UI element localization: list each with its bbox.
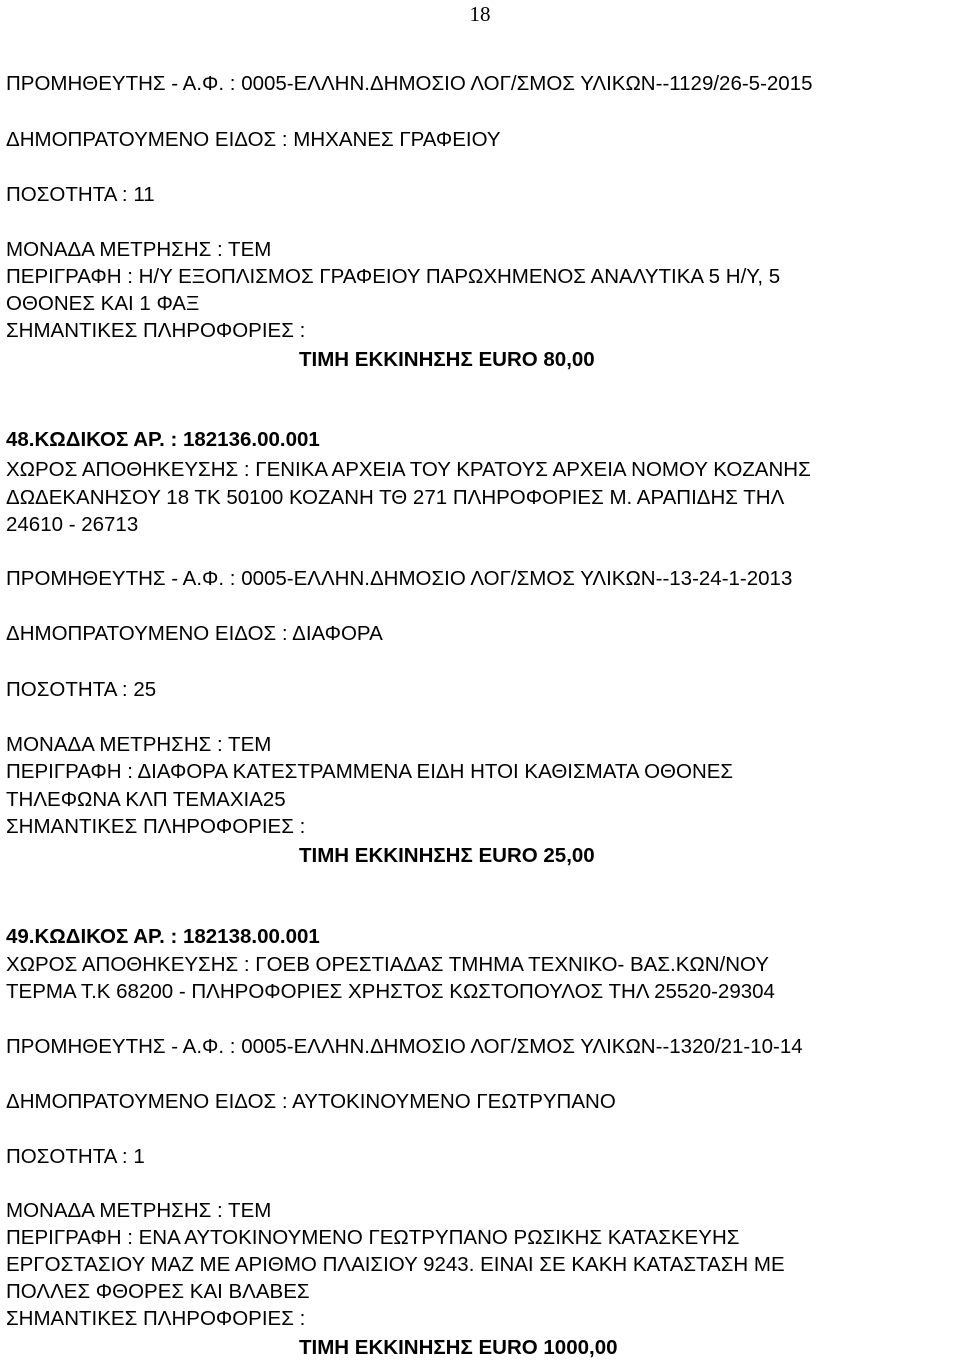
page-number: 18	[469, 2, 491, 26]
lot49-description-line-2: ΕΡΓΟΣΤΑΣΙΟΥ ΜΑΖ ΜΕ ΑΡΙΘΜΟ ΠΛΑΙΣΙΟΥ 9243. ΕΙΝΑΙ ΣΕ ΚΑΚΗ ΚΑΤΑΣΤΑΣΗ ΜΕ	[6, 1253, 785, 1276]
lot49-code: 49.ΚΩΔΙΚΟΣ ΑΡ. : 182138.00.001	[6, 925, 320, 948]
lot49-description-line-1: ΠΕΡΙΓΡΑΦΗ : ΕΝΑ ΑΥΤΟΚΙΝΟΥΜΕΝΟ ΓΕΩΤΡΥΠΑΝΟ ΡΩΣΙΚΗΣ ΚΑΤΑΣΚΕΥΗΣ	[6, 1226, 740, 1249]
lot48-price: ΤΙΜΗ ΕΚΚΙΝΗΣΗΣ EURO 25,00	[299, 844, 595, 867]
lot49-description-line-3: ΠΟΛΛΕΣ ΦΘΟΡΕΣ ΚΑΙ ΒΛΑΒΕΣ	[6, 1280, 310, 1303]
intro-quantity: ΠΟΣΟΤΗΤΑ : 11	[6, 183, 155, 206]
lot49-supplier: ΠΡΟΜΗΘΕΥΤΗΣ - Α.Φ. : 0005-ΕΛΛΗΝ.ΔΗΜΟΣΙΟ ΛΟΓ/ΣΜΟΣ ΥΛΙΚΩΝ--1320/21-10-14	[6, 1035, 803, 1058]
lot48-important-info: ΣΗΜΑΝΤΙΚΕΣ ΠΛΗΡΟΦΟΡΙΕΣ :	[6, 815, 306, 838]
lot48-storage-line-1: ΧΩΡΟΣ ΑΠΟΘΗΚΕΥΣΗΣ : ΓΕΝΙΚΑ ΑΡΧΕΙΑ ΤΟΥ ΚΡΑΤΟΥΣ ΑΡΧΕΙΑ ΝΟΜΟΥ ΚΟΖΑΝΗΣ	[6, 458, 811, 481]
lot48-item: ΔΗΜΟΠΡΑΤΟΥΜΕΝΟ ΕΙΔΟΣ : ΔΙΑΦΟΡΑ	[6, 622, 383, 645]
intro-description-line-1: ΠΕΡΙΓΡΑΦΗ : Η/Υ ΕΞΟΠΛΙΣΜΟΣ ΓΡΑΦΕΙΟΥ ΠΑΡΩΧΗΜΕΝΟΣ ΑΝΑΛΥΤΙΚΑ 5 Η/Υ, 5	[6, 265, 781, 288]
lot49-price: ΤΙΜΗ ΕΚΚΙΝΗΣΗΣ EURO 1000,00	[299, 1336, 618, 1359]
lot48-unit: ΜΟΝΑΔΑ ΜΕΤΡΗΣΗΣ : ΤΕΜ	[6, 733, 272, 756]
lot48-supplier: ΠΡΟΜΗΘΕΥΤΗΣ - Α.Φ. : 0005-ΕΛΛΗΝ.ΔΗΜΟΣΙΟ ΛΟΓ/ΣΜΟΣ ΥΛΙΚΩΝ--13-24-1-2013	[6, 567, 793, 590]
intro-unit: ΜΟΝΑΔΑ ΜΕΤΡΗΣΗΣ : ΤΕΜ	[6, 238, 272, 261]
lot49-quantity: ΠΟΣΟΤΗΤΑ : 1	[6, 1145, 145, 1168]
lot49-important-info: ΣΗΜΑΝΤΙΚΕΣ ΠΛΗΡΟΦΟΡΙΕΣ :	[6, 1307, 306, 1330]
intro-item: ΔΗΜΟΠΡΑΤΟΥΜΕΝΟ ΕΙΔΟΣ : ΜΗΧΑΝΕΣ ΓΡΑΦΕΙΟΥ	[6, 128, 501, 151]
lot49-item: ΔΗΜΟΠΡΑΤΟΥΜΕΝΟ ΕΙΔΟΣ : ΑΥΤΟΚΙΝΟΥΜΕΝΟ ΓΕΩΤΡΥΠΑΝΟ	[6, 1090, 616, 1113]
lot48-storage-line-2: ΔΩΔΕΚΑΝΗΣΟΥ 18 ΤΚ 50100 ΚΟΖΑΝΗ ΤΘ 271 ΠΛΗΡΟΦΟΡΙΕΣ Μ. ΑΡΑΠΙΔΗΣ ΤΗΛ	[6, 486, 785, 509]
intro-price: ΤΙΜΗ ΕΚΚΙΝΗΣΗΣ EURO 80,00	[299, 348, 595, 371]
lot48-storage-line-3: 24610 - 26713	[6, 513, 139, 536]
lot49-unit: ΜΟΝΑΔΑ ΜΕΤΡΗΣΗΣ : ΤΕΜ	[6, 1199, 272, 1222]
lot48-description-line-2: ΤΗΛΕΦΩΝΑ ΚΛΠ ΤΕΜΑΧΙΑ25	[6, 788, 286, 811]
intro-supplier: ΠΡΟΜΗΘΕΥΤΗΣ - Α.Φ. : 0005-ΕΛΛΗΝ.ΔΗΜΟΣΙΟ ΛΟΓ/ΣΜΟΣ ΥΛΙΚΩΝ--1129/26-5-2015	[6, 72, 813, 95]
intro-important-info: ΣΗΜΑΝΤΙΚΕΣ ΠΛΗΡΟΦΟΡΙΕΣ :	[6, 319, 306, 342]
lot48-code: 48.ΚΩΔΙΚΟΣ ΑΡ. : 182136.00.001	[6, 428, 320, 451]
lot49-storage-line-1: ΧΩΡΟΣ ΑΠΟΘΗΚΕΥΣΗΣ : ΓΟΕΒ ΟΡΕΣΤΙΑΔΑΣ ΤΜΗΜΑ ΤΕΧΝΙΚΟ- ΒΑΣ.ΚΩΝ/ΝΟΥ	[6, 953, 769, 976]
lot48-description-line-1: ΠΕΡΙΓΡΑΦΗ : ΔΙΑΦΟΡΑ ΚΑΤΕΣΤΡΑΜΜΕΝΑ ΕΙΔΗ ΗΤΟΙ ΚΑΘΙΣΜΑΤΑ ΟΘΟΝΕΣ	[6, 760, 734, 783]
lot49-storage-line-2: ΤΕΡΜΑ Τ.Κ 68200 - ΠΛΗΡΟΦΟΡΙΕΣ ΧΡΗΣΤΟΣ ΚΩΣΤΟΠΟΥΛΟΣ ΤΗΛ 25520-29304	[6, 980, 775, 1003]
lot48-quantity: ΠΟΣΟΤΗΤΑ : 25	[6, 678, 157, 701]
intro-description-line-2: ΟΘΟΝΕΣ ΚΑΙ 1 ΦΑΞ	[6, 292, 200, 315]
